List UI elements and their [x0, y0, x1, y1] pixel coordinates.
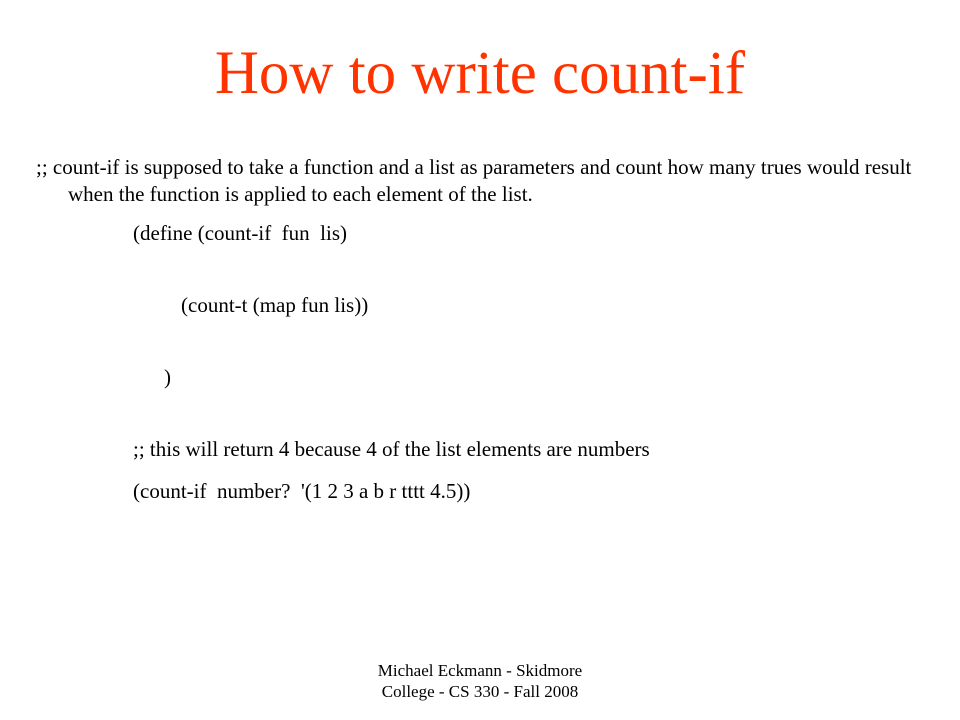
slide-title: How to write count-if	[214, 40, 746, 107]
code-line-define: (define (count-if fun lis)	[133, 221, 348, 245]
code-line-body: (count-t (map fun lis))	[181, 293, 369, 317]
code-line-close-paren: )	[164, 365, 171, 389]
code-line-example-call: (count-if number? '(1 2 3 a b r tttt 4.5))	[133, 479, 471, 503]
code-line-comment: ;; this will return 4 because 4 of the list elements are numbers	[133, 437, 650, 461]
intro-comment: ;; count-if is supposed to take a function and a list as parameters and count how many trues would result when the function is applied to each element of the list.	[36, 155, 912, 206]
slide-footer: Michael Eckmann - Skidmore College - CS 330 - Fall 2008	[377, 661, 583, 701]
